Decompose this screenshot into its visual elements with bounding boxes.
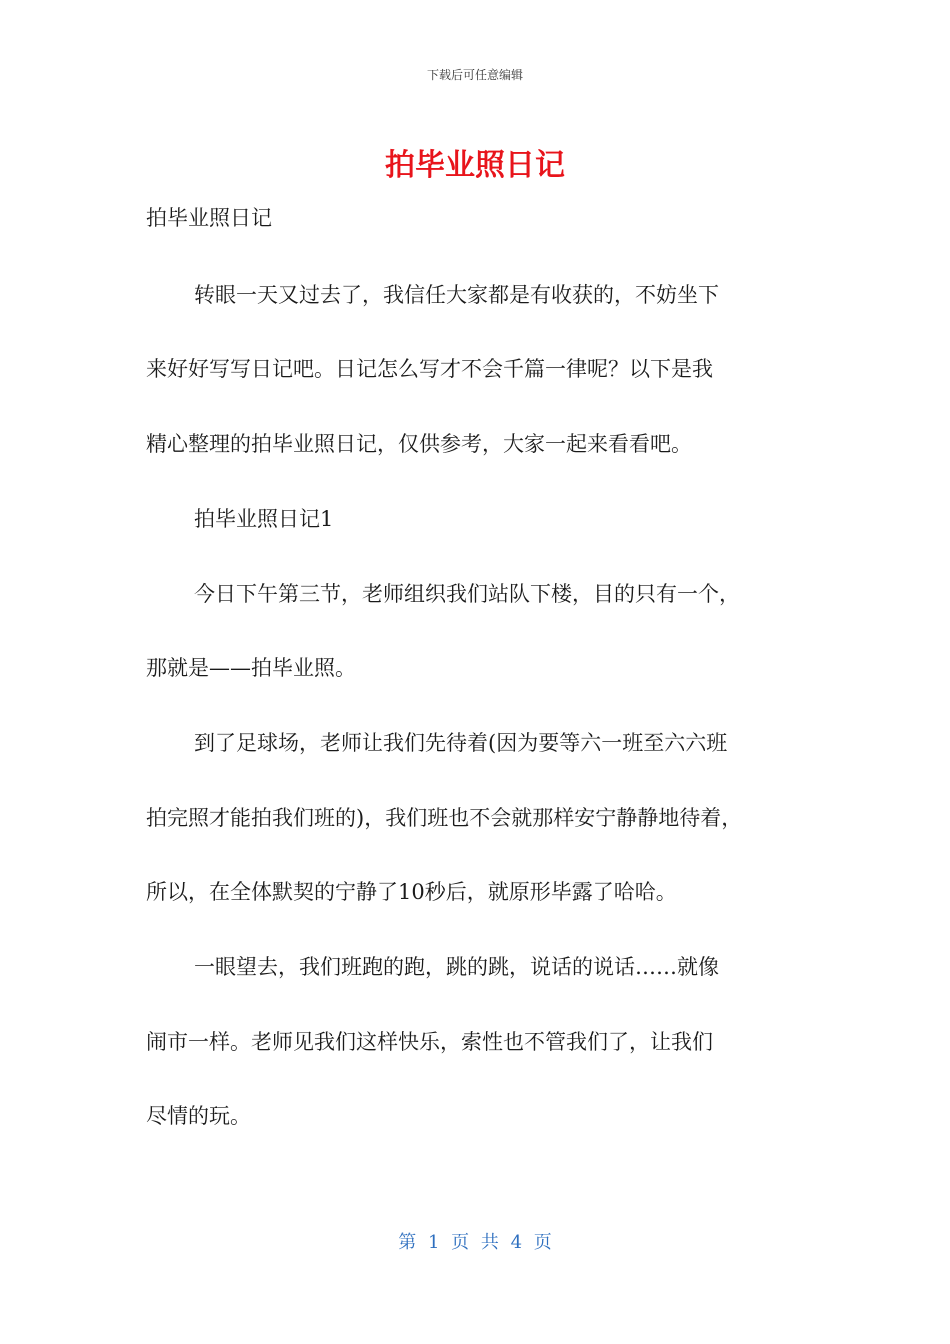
para2-line-2: 拍完照才能拍我们班的)，我们班也不会就那样安宁静静地待着， [146,806,743,830]
para1-line-2: 那就是——拍毕业照。 [146,656,356,680]
section-heading: 拍毕业照日记1 [194,507,334,531]
document-subtitle: 拍毕业照日记 [146,206,272,230]
page-footer: 第 1 页 共 4 页 [398,1232,552,1253]
intro-line-3: 精心整理的拍毕业照日记，仅供参考，大家一起来看看吧。 [146,432,692,456]
para3-line-1: 一眼望去，我们班跑的跑，跳的跳，说话的说话……就像 [194,955,719,979]
document-title: 拍毕业照日记 [385,148,565,183]
intro-line-1: 转眼一天又过去了，我信任大家都是有收获的，不妨坐下 [194,283,719,307]
para2-line-1: 到了足球场，老师让我们先待着(因为要等六一班至六六班 [194,731,728,755]
para2-line-3: 所以，在全体默契的宁静了10秒后，就原形毕露了哈哈。 [146,880,677,904]
para3-line-2: 闹市一样。老师见我们这样快乐，索性也不管我们了，让我们 [146,1030,713,1054]
header-note: 下载后可任意编辑 [426,68,523,82]
intro-line-2: 来好好写写日记吧。日记怎么写才不会千篇一律呢？以下是我 [146,357,713,381]
para1-line-1: 今日下午第三节，老师组织我们站队下楼，目的只有一个， [194,582,740,606]
para3-line-3: 尽情的玩。 [146,1104,251,1128]
